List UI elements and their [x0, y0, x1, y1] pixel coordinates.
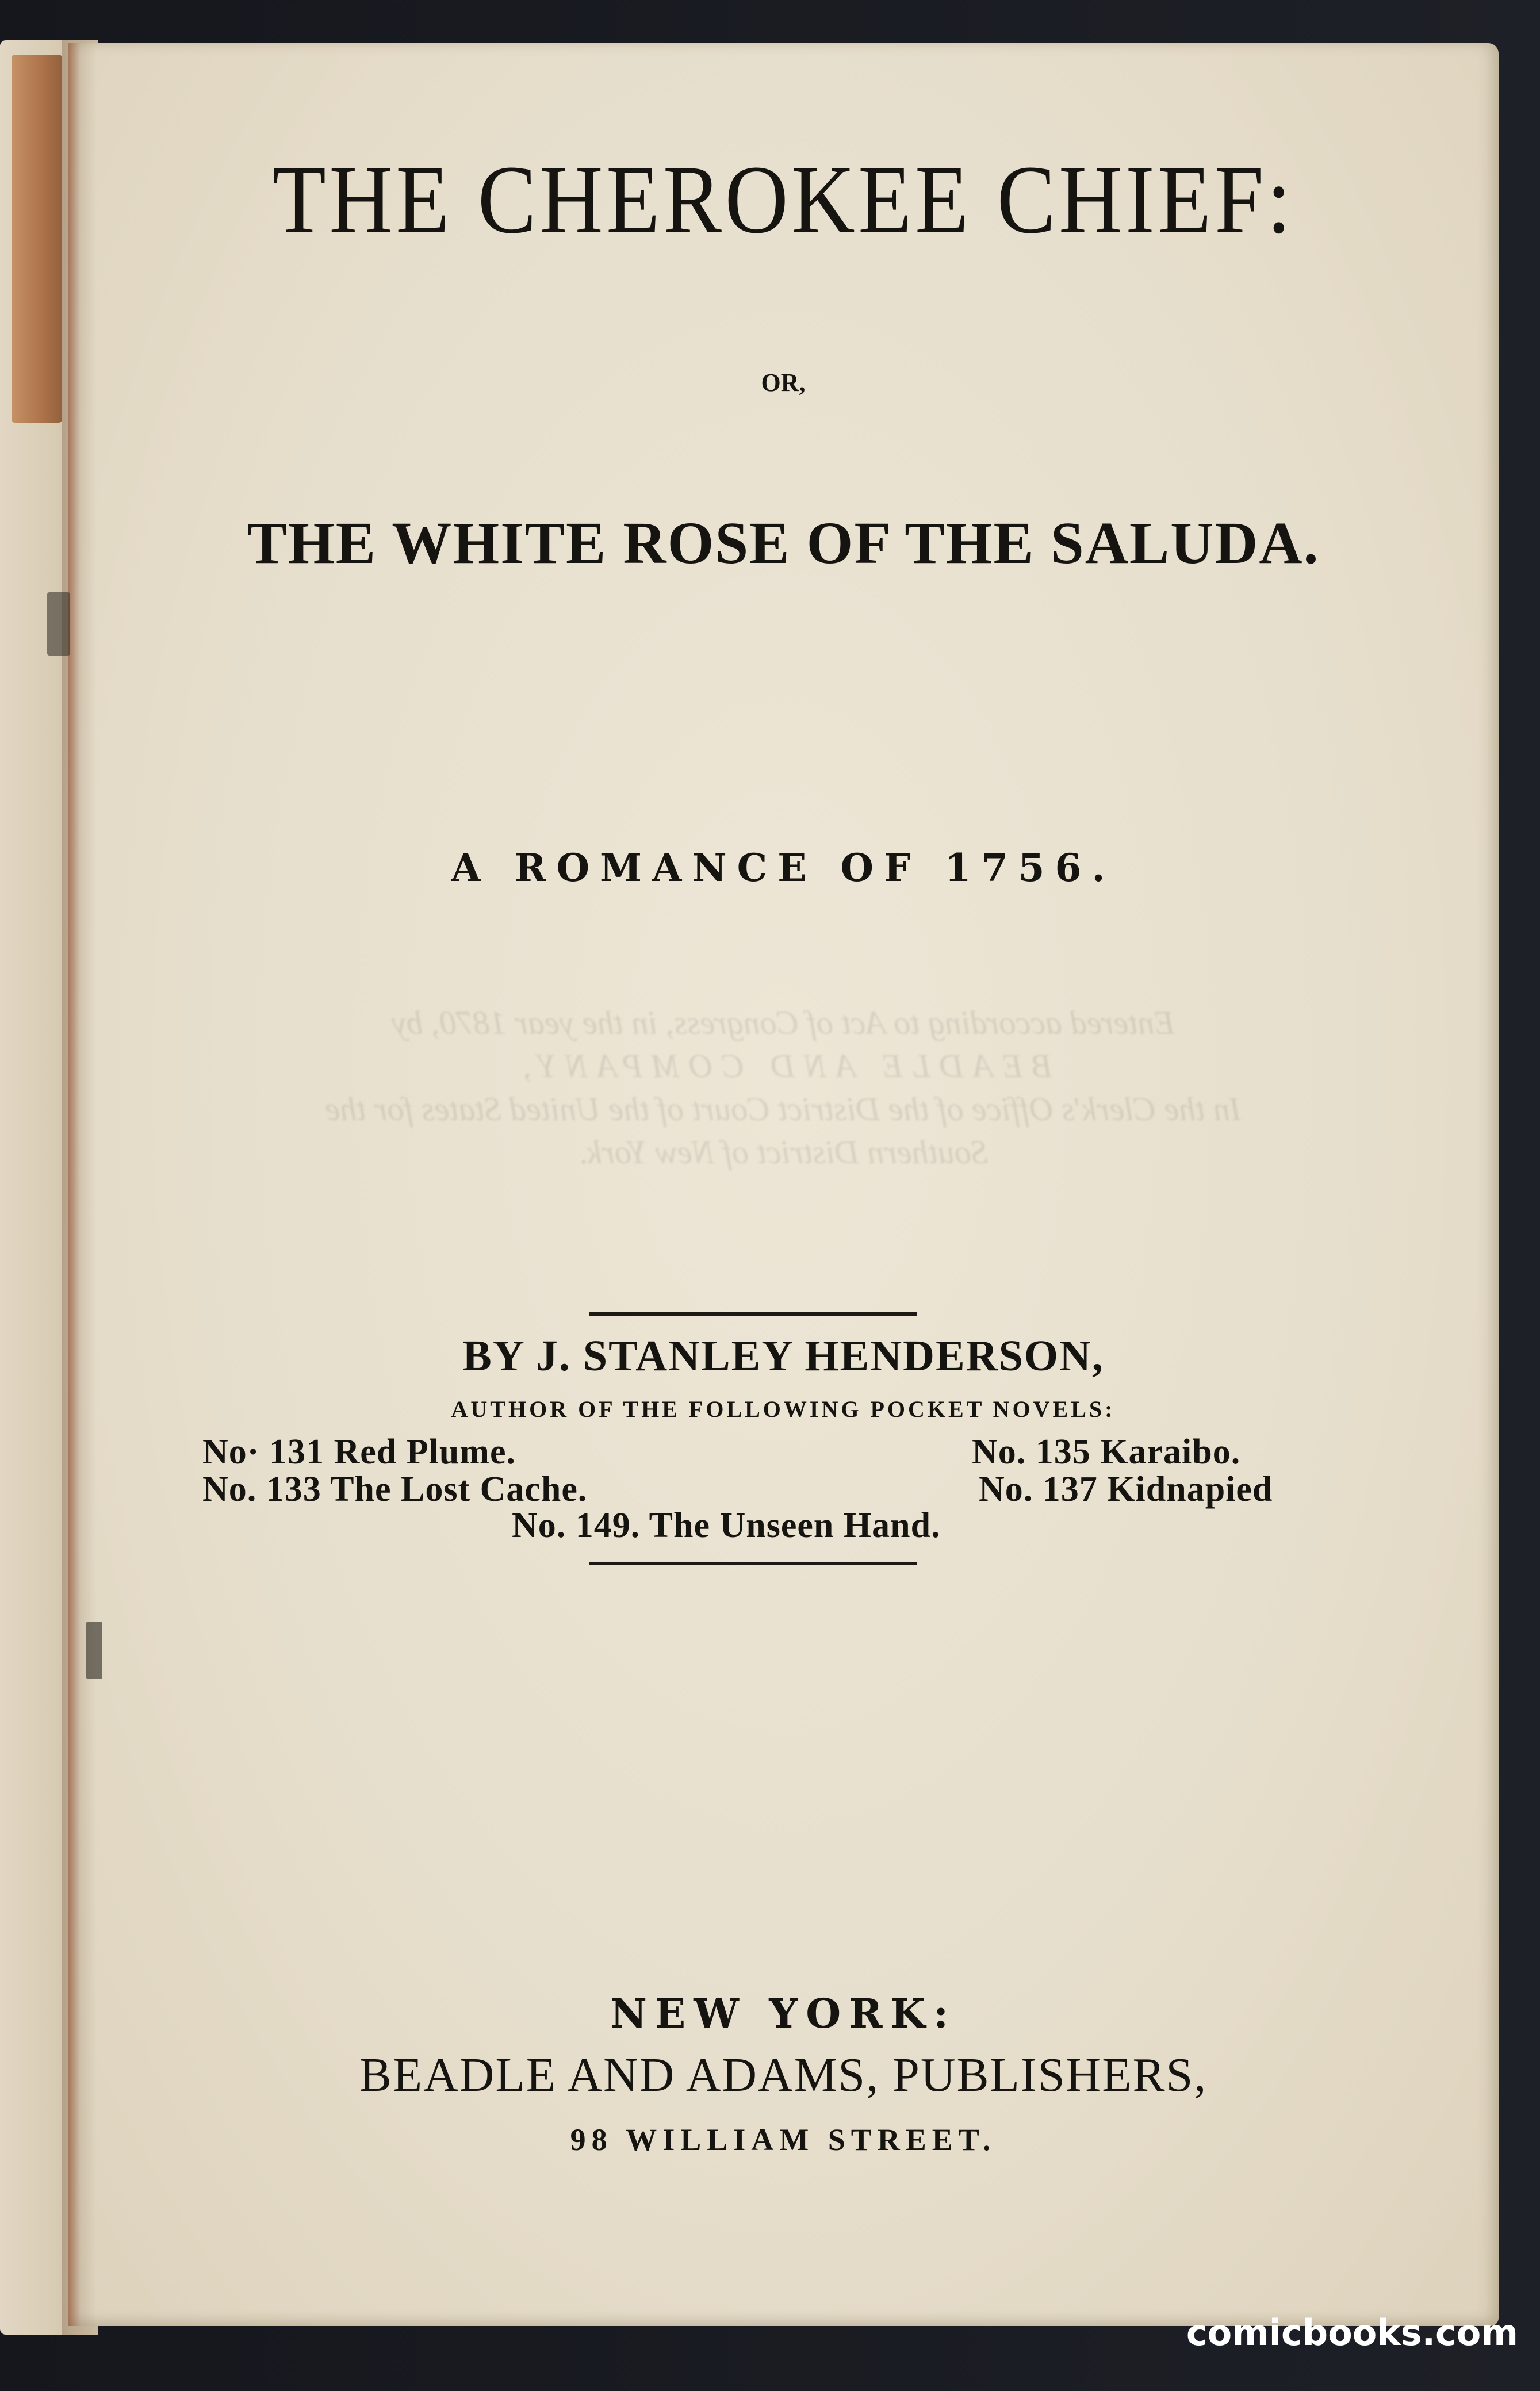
book-list-item: No· 131 Red Plume.: [202, 1432, 516, 1472]
bleed-through-line: In the Clerk's Office of the District Court of the United States for the: [325, 1090, 1242, 1128]
book-list-item: No. 133 The Lost Cache.: [202, 1470, 588, 1509]
book-title: THE CHEROKEE CHIEF:: [272, 145, 1294, 254]
imprint-city: NEW YORK:: [610, 1990, 957, 2037]
book-subtitle: THE WHITE ROSE OF THE SALUDA.: [247, 510, 1320, 576]
book-descriptor: A ROMANCE OF 1756.: [451, 845, 1116, 890]
book-list-item: No. 137 Kidnapied: [979, 1470, 1273, 1509]
bleed-through-line: Entered according to Act of Congress, in the year 1870, by: [392, 1004, 1175, 1041]
book-list-item: No. 149. The Unseen Hand.: [512, 1506, 941, 1545]
bleed-through-line: BEADLE AND COMPANY,: [514, 1047, 1053, 1085]
divider-rule: [589, 1562, 917, 1565]
watermark-text: comicbooks.com: [1186, 2312, 1518, 2354]
book-list-item: No. 135 Karaibo.: [972, 1432, 1241, 1472]
publisher-address: 98 WILLIAM STREET.: [570, 2122, 997, 2157]
title-conjunction: OR,: [761, 369, 806, 397]
publisher-name: BEADLE AND ADAMS, PUBLISHERS,: [359, 2048, 1208, 2102]
divider-rule: [589, 1312, 917, 1316]
author-byline: BY J. STANLEY HENDERSON,: [462, 1332, 1104, 1380]
bleed-through-line: Southern District of New York.: [579, 1133, 988, 1171]
author-works-heading: AUTHOR OF THE FOLLOWING POCKET NOVELS:: [451, 1396, 1116, 1422]
